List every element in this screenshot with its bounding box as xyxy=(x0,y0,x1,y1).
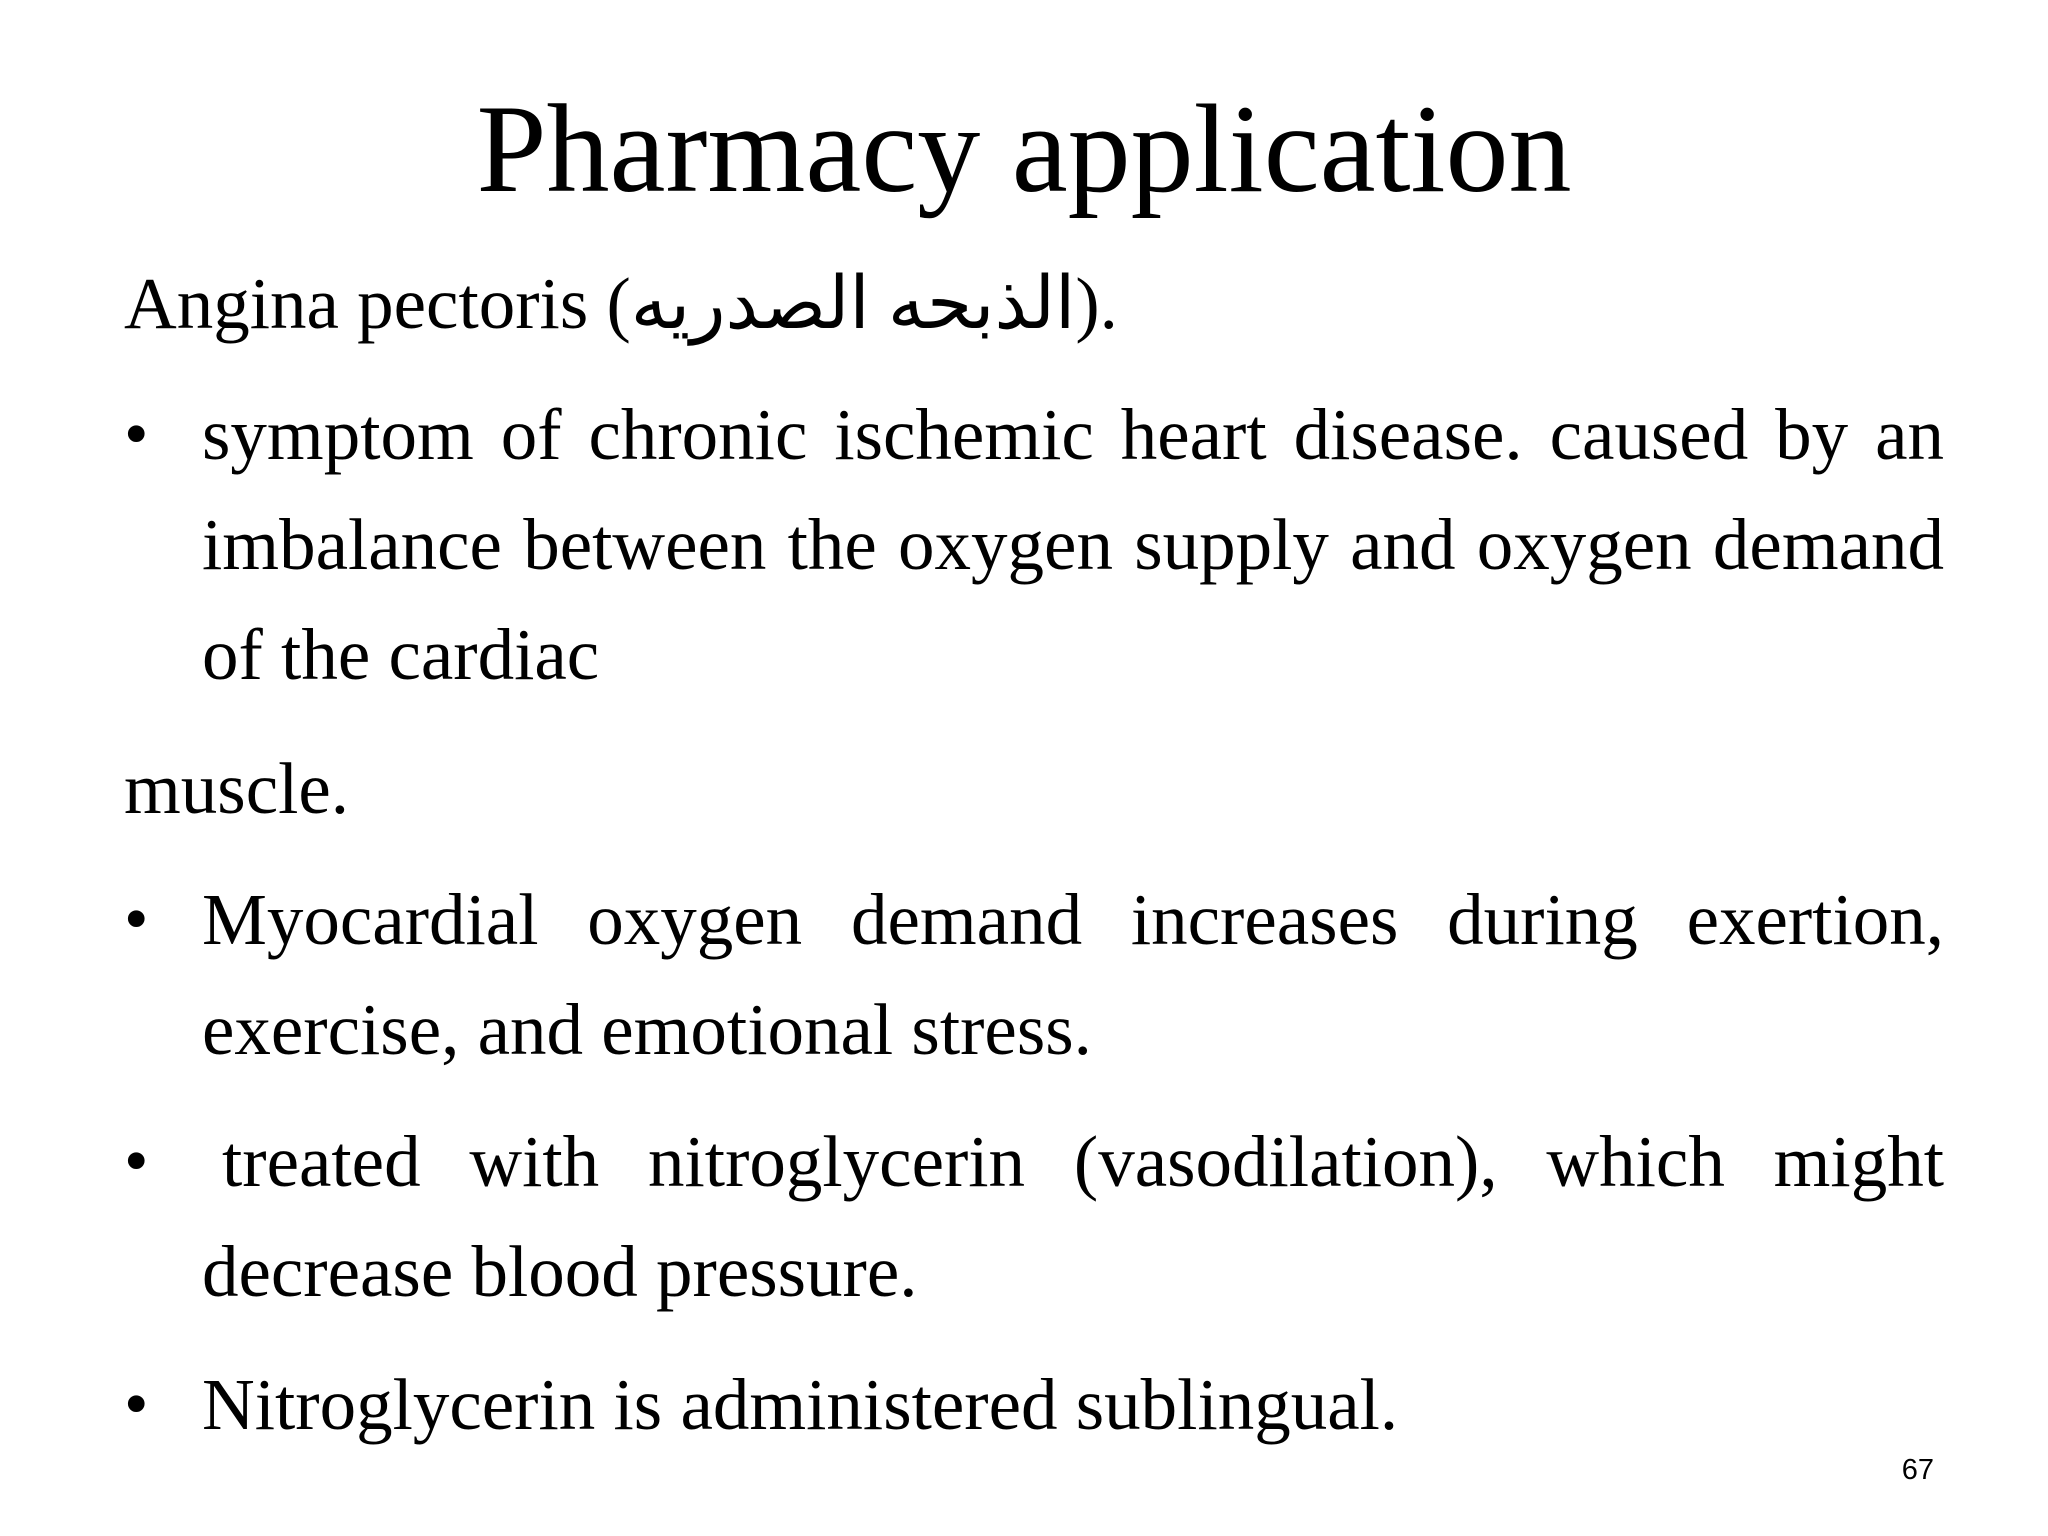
slide-title: Pharmacy application xyxy=(476,80,1572,219)
bullet-item xyxy=(124,380,1944,710)
intro-line xyxy=(124,260,1118,348)
bullet-item xyxy=(124,865,1944,1085)
bullet-text: treated with nitroglycerin (vasodilation), which might decrease blood pressure. xyxy=(202,1121,1944,1312)
bullet-item xyxy=(124,1350,1944,1460)
bullet-dot-icon: • xyxy=(124,1123,149,1200)
bullet-dot-icon: • xyxy=(124,1366,149,1443)
intro-arabic-term: الذبحه الصدريه xyxy=(630,263,1076,344)
bullet-item xyxy=(124,1107,1944,1327)
bullet-text: symptom of chronic ischemic heart disease. caused by an imbalance between the oxygen supply and oxygen demand of the cardiac xyxy=(202,394,1944,695)
bullet-dot-icon: • xyxy=(124,881,149,958)
page-number: 67 xyxy=(1901,1454,1934,1486)
bullet-dot-icon: • xyxy=(124,396,149,473)
intro-term: Angina pectoris ( xyxy=(124,263,631,344)
intro-closing: ). xyxy=(1075,263,1118,344)
bullet-text: Myocardial oxygen demand increases during exertion, exercise, and emotional stress. xyxy=(202,879,1944,1070)
continuation-text: muscle. xyxy=(124,748,350,829)
bullet-text: Nitroglycerin is administered sublingual. xyxy=(202,1364,1399,1445)
